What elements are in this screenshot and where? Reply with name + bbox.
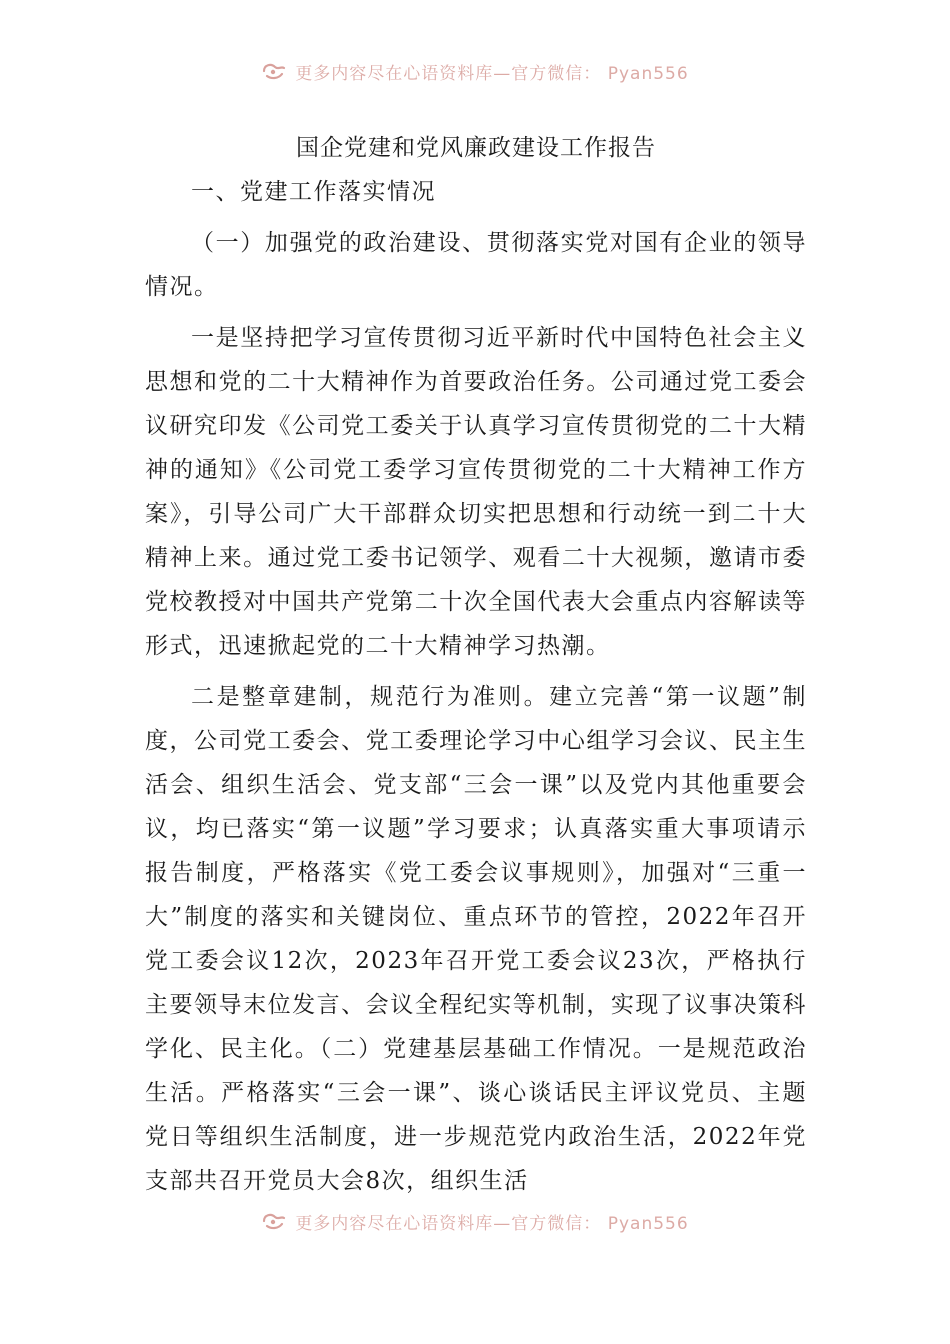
watermark-logo-icon	[261, 1210, 287, 1232]
section-heading: 一、党建工作落实情况	[191, 179, 436, 205]
footer-watermark	[0, 1206, 950, 1236]
body-paragraph: 一是坚持把学习宣传贯彻习近平新时代中国特色社会主义思想和党的二十大精神作为首要政治任务。公司通过党工委会议研究印发《公司党工委关于认真学习宣传贯彻党的二十大精神的通知》《公司党工委学习宣传贯彻党的二十大精神工作方案》，引导公司广大干部群众切实把思想和行动统一到二十大精神上来。通过党工委书记领学、观看二十大视频，邀请市委党校教授对中国共产党第二十次全国代表大会重点内容解读等形式，迅速掀起党的二十大精神学习热潮。	[145, 325, 807, 659]
subsection-heading: （一）加强党的政治建设、贯彻落实党对国有企业的领导情况。	[145, 230, 807, 300]
document-body	[145, 126, 807, 1203]
watermark-text: 更多内容尽在心语资料库—官方微信： Pyan556	[295, 63, 689, 84]
watermark-logo-icon	[261, 60, 287, 82]
watermark-text: 更多内容尽在心语资料库—官方微信： Pyan556	[295, 1213, 689, 1234]
header-watermark	[0, 56, 950, 86]
document-title: 国企党建和党风廉政建设工作报告	[296, 135, 656, 161]
body-paragraph: 二是整章建制，规范行为准则。建立完善“第一议题”制度，公司党工委会、党工委理论学习中心组学习会议、民主生活会、组织生活会、党支部“三会一课”以及党内其他重要会议，均已落实“第一议题”学习要求；认真落实重大事项请示报告制度，严格落实《党工委会议事规则》，加强对“三重一大”制度的落实和关键岗位、重点环节的管控，2022年召开党工委会议12次，2023年召开党工委会议23次，严格执行主要领导末位发言、会议全程纪实等机制，实现了议事决策科学化、民主化。（二）党建基层基础工作情况。一是规范政治生活。严格落实“三会一课”、谈心谈话民主评议党员、主题党日等组织生活制度，进一步规范党内政治生活，2022年党支部共召开党员大会8次，组织生活	[145, 684, 807, 1194]
